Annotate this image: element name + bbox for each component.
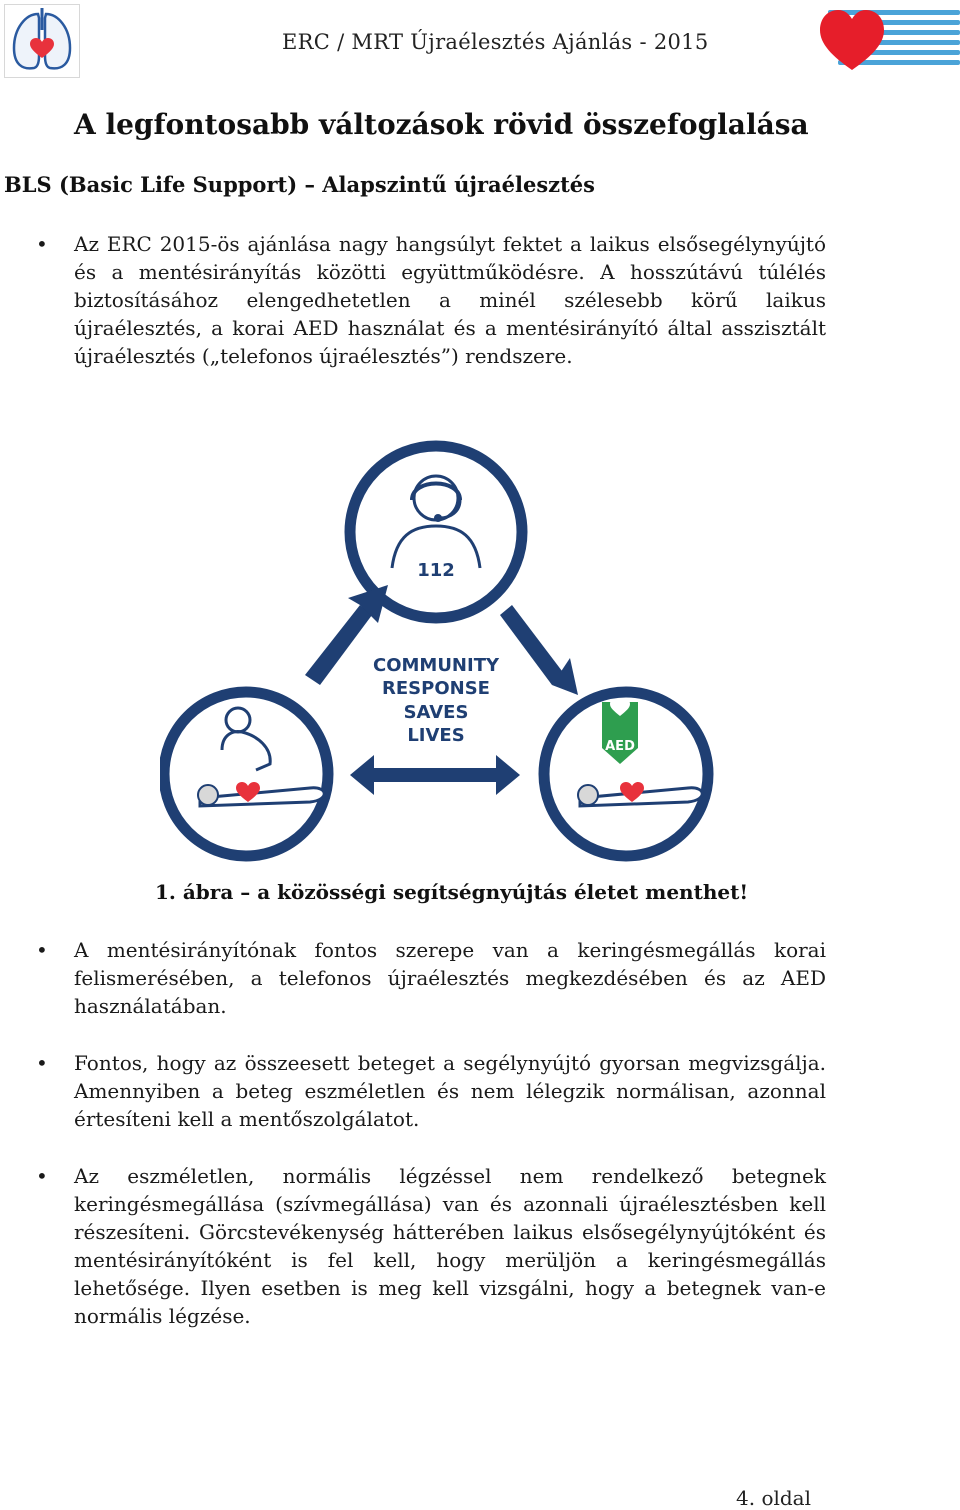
center-text-line: LIVES xyxy=(407,725,465,746)
center-text-line: SAVES xyxy=(403,702,469,723)
heart-lines-icon xyxy=(818,4,960,74)
arrow-right xyxy=(500,605,578,695)
community-response-figure xyxy=(160,430,720,875)
bullet-item xyxy=(36,1162,826,1330)
figure-caption: 1. ábra – a közösségi segítségnyújtás életet menthet! xyxy=(155,880,749,904)
center-text-line: COMMUNITY xyxy=(372,655,500,676)
section-title: BLS (Basic Life Support) – Alapszintű újraélesztés xyxy=(4,172,595,197)
bullet-text: A mentésirányítónak fontos szerepe van a keringésmegállás korai felismerésében, a telefonos újraélesztés megkezdésében és az AED használatában. xyxy=(74,938,826,1018)
dispatch-number: 112 xyxy=(417,560,455,581)
bullet-symbol: • xyxy=(36,1051,48,1075)
bullet-item xyxy=(36,936,826,1020)
bullet-symbol: • xyxy=(36,1164,48,1188)
arrow-bottom xyxy=(350,755,520,795)
aed-circle xyxy=(544,692,708,856)
center-text-line: RESPONSE xyxy=(382,678,490,699)
main-title: A legfontosabb változások rövid összefoglalása xyxy=(74,108,809,141)
bullet-symbol: • xyxy=(36,938,48,962)
cpr-circle xyxy=(164,692,328,856)
bullet-text: Az ERC 2015-ös ajánlása nagy hangsúlyt fektet a laikus elsősegélynyújtó és a mentésirányítás közötti együttműködésre. A hosszútávú túlélés biztosításához elengedhetetlen a minél szélesebb körű laikus újraélesztés, a korai AED használat és a mentésirányító által asszisztált újraélesztés („telefonos újraélesztés”) rendszere. xyxy=(74,232,826,368)
arrow-left xyxy=(293,585,388,700)
bullet-symbol: • xyxy=(36,232,48,256)
bullet-item xyxy=(36,230,826,370)
page-number: 4. oldal xyxy=(736,1486,811,1510)
header-title: ERC / MRT Újraélesztés Ajánlás - 2015 xyxy=(282,30,709,54)
bullet-text: Fontos, hogy az összeesett beteget a segélynyújtó gyorsan megvizsgálja. Amennyiben a beteg eszméletlen és nem lélegzik normálisan, azonnal értesíteni kell a mentőszolgálatot. xyxy=(74,1051,826,1131)
bullet-item xyxy=(36,1049,826,1133)
bullet-text: Az eszméletlen, normális légzéssel nem rendelkező betegnek keringésmegállása (szívmegállása) van és azonnali újraélesztésben kell részesíteni. Görcstevékenység hátterében laikus elsősegélynyújtóként és mentésirányítóként is fel kell, hogy merüljön a keringésmegállás lehetősége. Ilyen esetben is meg kell vizsgálni, hogy a betegnek van-e normális légzése. xyxy=(74,1164,826,1328)
aed-label: AED xyxy=(605,739,635,754)
lungs-heart-icon xyxy=(4,4,80,78)
